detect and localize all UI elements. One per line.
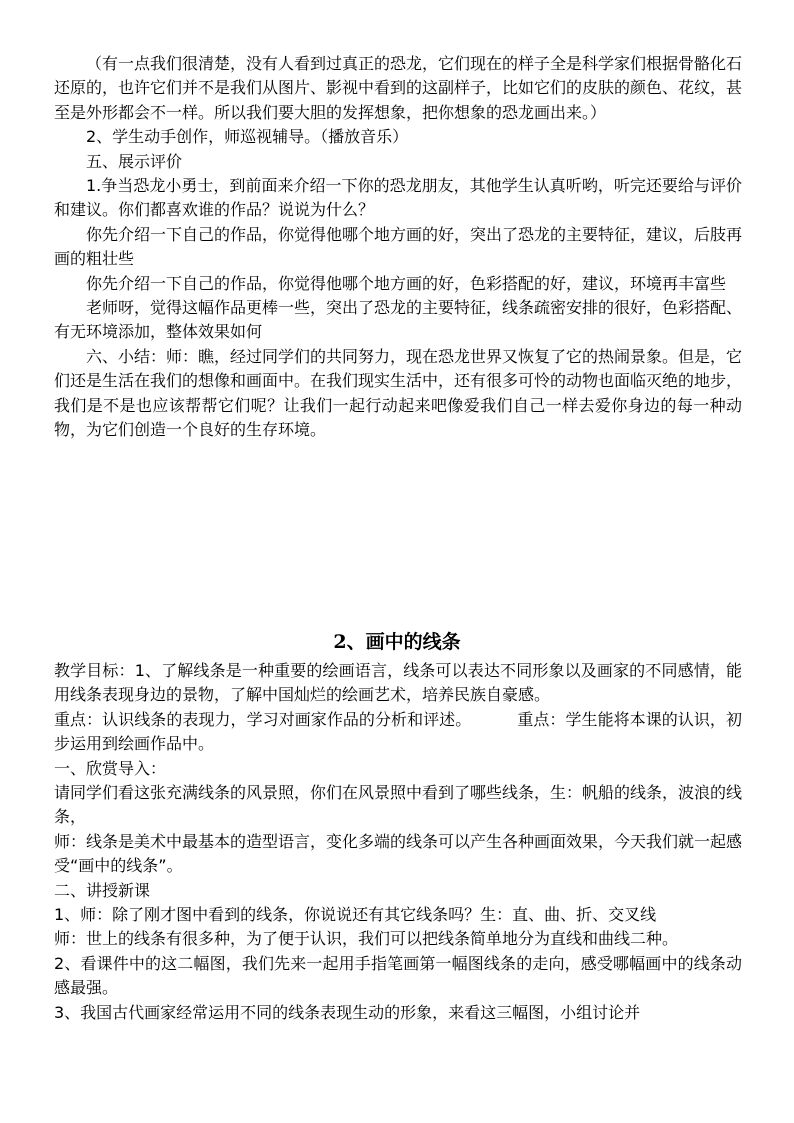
paragraph-dinosaur-warrior: 1.争当恐龙小勇士，到前面来介绍一下你的恐龙朋友，其他学生认真听哟，听完还要给与评价和建议。你们都喜欢谁的作品？说说为什么？ [54, 176, 742, 220]
paragraph-other-lines: 1、师：除了刚才图中看到的线条，你说说还有其它线条吗？生：直、曲、折、交叉线 [54, 905, 657, 925]
heading-appreciation-intro: 一、欣赏导入： [54, 758, 167, 778]
paragraph-two-pictures: 2、看课件中的这二幅图，我们先来一起用手指笔画第一幅图线条的走向，感受哪幅画中的线条动感最强。 [54, 953, 742, 998]
paragraph-key-points [54, 708, 742, 757]
section-lines-lesson [54, 659, 742, 1025]
paragraph-student-creation: 2、学生动手创作，师巡视辅导。（播放音乐） [86, 127, 409, 147]
heading-new-lesson: 二、讲授新课 [54, 880, 151, 900]
difficulty-text: 重点：学生能将本课的认识，初步运用到绘画作品中。 [54, 709, 742, 754]
paragraph-imagination-note: （有一点我们很清楚，没有人看到过真正的恐龙，它们现在的样子全是科学家们根据骨骼化石还原的，也许它们并不是我们从图片、影视中看到的这副样子，比如它们的皮肤的颜色、花纹，甚至是外形都会不一样。所以我们要大胆的发挥想象，把你想象的恐龙画出来。） [54, 54, 743, 122]
paragraph-feedback-2: 你先介绍一下自己的作品，你觉得他哪个地方画的好，色彩搭配的好，建议，环境再丰富些 [86, 273, 727, 293]
paragraph-line-types: 师：世上的线条有很多种，为了便于认识，我们可以把线条简单地分为直线和曲线二种。 [54, 929, 679, 949]
paragraph-ancient-painters: 3、我国古代画家经常运用不同的线条表现生动的形象，来看这三幅图，小组讨论并 [54, 1002, 641, 1022]
section-title: 2、画中的线条 [333, 631, 461, 653]
key-point-text: 重点：认识线条的表现力，学习对画家作品的分析和评述。 [54, 709, 472, 729]
paragraph-objective: 教学目标：1、了解线条是一种重要的绘画语言，线条可以表达不同形象以及画家的不同感情，能用线条表现身边的景物，了解中国灿烂的绘画艺术，培养民族自豪感。 [54, 661, 742, 705]
paragraph-landscape-photo: 请同学们看这张充满线条的风景照，你们在风景照中看到了哪些线条，生：帆船的线条，波浪的线条， [54, 783, 743, 827]
paragraph-lines-language: 师：线条是美术中最基本的造型语言，变化多端的线条可以产生各种画面效果，今天我们就一起感受“画中的线条”。 [54, 831, 743, 876]
heading-display-evaluation: 五、展示评价 [86, 151, 183, 171]
section-dinosaur-lesson [54, 52, 742, 443]
paragraph-feedback-1: 你先介绍一下自己的作品，你觉得他哪个地方画的好，突出了恐龙的主要特征，建议，后肢再画的粗壮些 [54, 224, 743, 269]
paragraph-teacher-comment: 老师呀，觉得这幅作品更棒一些，突出了恐龙的主要特征，线条疏密安排的很好，色彩搭配、有无环境添加，整体效果如何 [54, 298, 743, 342]
paragraph-summary: 六、小结：师：瞧，经过同学们的共同努力，现在恐龙世界又恢复了它的热闹景象。但是，它们还是生活在我们的想像和画面中。在我们现实生活中，还有很多可怜的动物也面临灭绝的地步，我们是不是也应该帮帮它们呢？让我们一起行动起来吧像爱我们自己一样去爱你身边的每一种动物，为它们创造一个良好的生存环境。 [54, 346, 743, 440]
